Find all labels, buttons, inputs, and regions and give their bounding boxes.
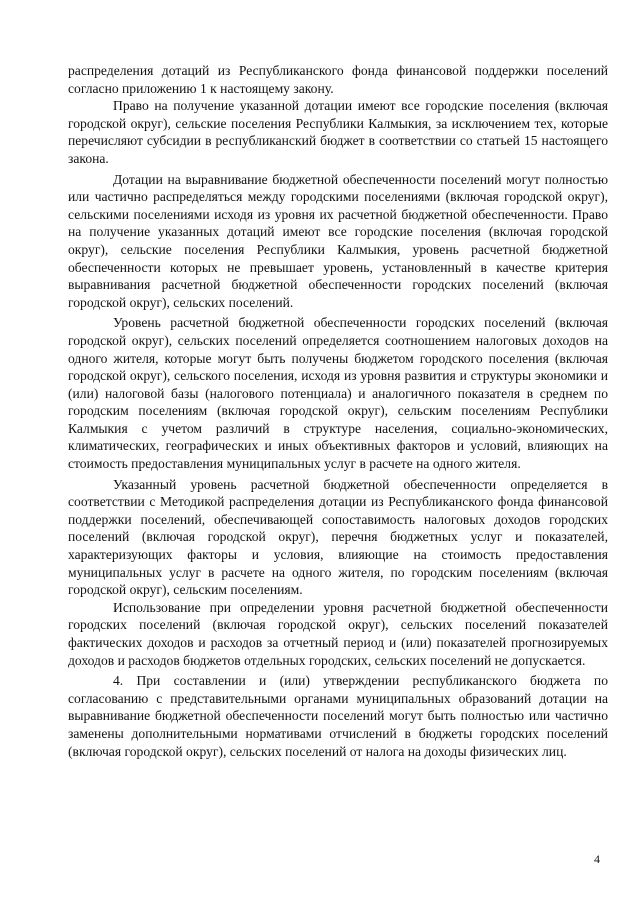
document-body	[68, 62, 608, 760]
page-number: 4	[594, 852, 600, 866]
paragraph-item-4: 4. При составлении и (или) утверждении республиканского бюджета по согласованию с представительными органами муниципальных образований дотации на выравнивание бюджетной обеспеченности поселений могут быть полностью или частично заменены дополнительными нормативами отчислений в бюджеты городских поселений (включая городской округ), сельских поселений от налога на доходы физических лиц.	[68, 673, 608, 759]
paragraph-fiscal-capacity-level: Уровень расчетной бюджетной обеспеченности городских поселений (включая городской округ), сельских поселений определяется соотношением налоговых доходов на одного жителя, которые могут быть получены бюджетом городского поселения (включая городской округ), сельского поселения, исходя из уровня развития и структуры экономики и (или) налоговой базы (налогового потенциала) и аналогичного показателя в среднем по городским поселениям (включая городской округ), сельским поселениям Республики Калмыкия с учетом различий в структуре населения, социально-экономических, климатических, географических и иных объективных факторов и условий, влияющих на стоимость предоставления муниципальных услуг в расчете на одного жителя.	[68, 315, 608, 472]
paragraph-prohibited-indicators: Использование при определении уровня расчетной бюджетной обеспеченности городских поселений (включая городской округ), сельских поселений показателей фактических доходов и расходов за отчетный период и (или) показателей прогнозируемых доходов и расходов бюджетов отдельных городских, сельских поселений не допускается.	[68, 599, 608, 668]
paragraph-equalization-grants: Дотации на выравнивание бюджетной обеспеченности поселений могут полностью или частично распределяться между городскими поселениями (включая городской округ), сельскими поселениями исходя из уровня их расчетной бюджетной обеспеченности. Право на получение указанных дотаций имеют все городские поселения (включая городской округ), сельские поселения Республики Калмыкия, уровень расчетной бюджетной обеспеченности которых не превышает уровень, установленный в качестве критерия выравнивания расчетной бюджетной обеспеченности городских поселений (включая городской округ), сельских поселений.	[68, 171, 608, 310]
paragraph-continuation: распределения дотаций из Республиканского фонда финансовой поддержки поселений согласно приложению 1 к настоящему закону.	[68, 63, 608, 96]
paragraph-right-to-subsidy: Право на получение указанной дотации имеют все городские поселения (включая городской округ), сельские поселения Республики Калмыкия, за исключением тех, которые перечисляют субсидии в республиканский бюджет в соответствии со статьей 15 настоящего закона.	[68, 98, 608, 166]
paragraph-methodology: Указанный уровень расчетной бюджетной обеспеченности определяется в соответствии с Методикой распределения дотации из Республиканского фонда финансовой поддержки поселений, обеспечивающей сопоставимость налоговых доходов городских поселений (включая городской округ), перечня бюджетных услуг и показателей, характеризующих факторы и условия, влияющие на стоимость предоставления муниципальных услуг в расчете на одного жителя, по городским поселениям (включая городской округ), сельским поселениям.	[68, 476, 608, 598]
